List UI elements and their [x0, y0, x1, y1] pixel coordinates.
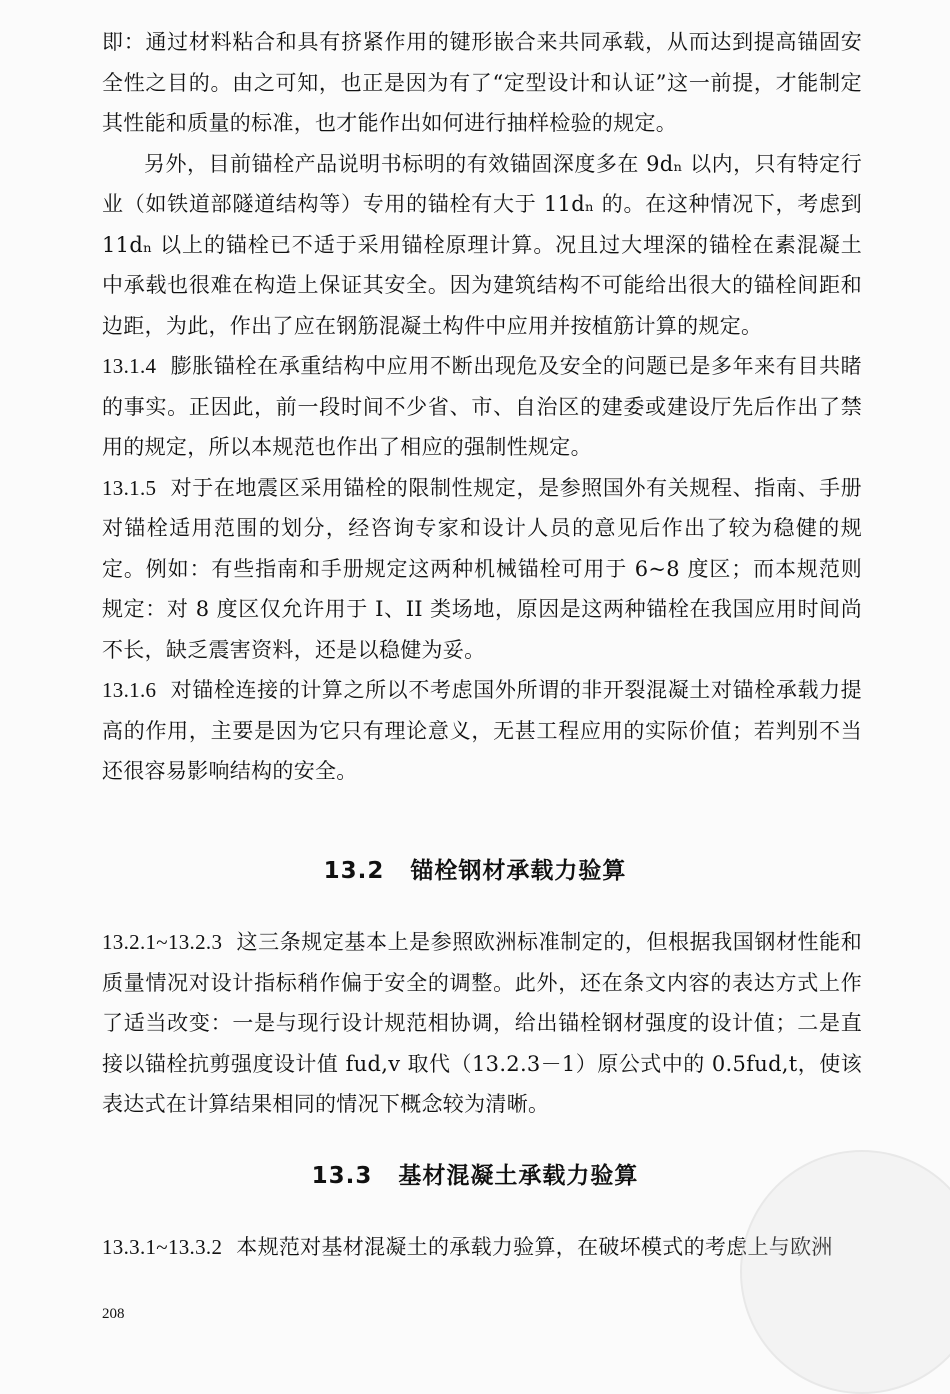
clause-number: 13.1.5 [102, 475, 157, 500]
clause-number: 13.2.1~13.2.3 [102, 930, 223, 954]
section-number: 13.2 [323, 858, 385, 884]
clause-13-1-6 [102, 670, 862, 792]
clause-text: 对锚栓连接的计算之所以不考虑国外所谓的非开裂混凝土对锚栓承载力提高的作用，主要是因为它只有理论意义，无甚工程应用的实际价值；若判别不当还很容易影响结构的安全。 [102, 678, 862, 783]
clause-text: 对于在地震区采用锚栓的限制性规定，是参照国外有关规程、指南、手册对锚栓适用范围的划分，经咨询专家和设计人员的意见后作出了较为稳健的规定。例如：有些指南和手册规定这两种机械锚栓可用于 6~8 度区；而本规范则规定：对 8 度区仅允许用于 I、II 类场地，原因是这两种锚栓在我国应用时间尚不长，缺乏震害资料，还是以稳健为妥。 [102, 475, 862, 662]
clause-text: 本规范对基材混凝土的承载力验算，在破坏模式的考虑上与欧洲 [236, 1235, 833, 1259]
clause-number: 13.3.1~13.3.2 [102, 1235, 223, 1259]
clause-13-1-4 [102, 346, 862, 468]
clause-number: 13.1.4 [102, 354, 157, 378]
section-number: 13.3 [311, 1163, 373, 1189]
clause-13-2-1-to-13-2-3 [102, 922, 862, 1125]
section-heading-13-2 [0, 852, 950, 885]
clause-number: 13.1.6 [102, 678, 157, 702]
paragraph-anchor-depth [102, 144, 862, 347]
clause-text: 这三条规定基本上是参照欧洲标准制定的，但根据我国钢材性能和质量情况对设计指标稍作偏于安全的调整。此外，还在条文内容的表达方式上作了适当改变：一是与现行设计规范相协调，给出锚栓钢材强度的设计值；二是直接以锚栓抗剪强度设计值 fud,v 取代（13.2.3－1）原公式中的 0.5fud,t，使该表达式在计算结果相同的情况下概念较为清晰。 [102, 930, 862, 1116]
body-section-13-2 [102, 922, 862, 1125]
body-section-13-1 [102, 22, 862, 792]
paragraph-continuation [102, 22, 862, 144]
clause-text: 膨胀锚栓在承重结构中应用不断出现危及安全的问题已是多年来有目共睹的事实。正因此，前一段时间不少省、市、自治区的建委或建设厅先后作出了禁用的规定，所以本规范也作出了相应的强制性规定。 [102, 354, 862, 459]
section-title: 基材混凝土承载力验算 [398, 1163, 639, 1189]
paragraph-text: 即：通过材料粘合和具有挤紧作用的键形嵌合来共同承载，从而达到提高锚固安全性之目的。由之可知，也正是因为有了“定型设计和认证”这一前提，才能制定其性能和质量的标准，也才能作出如何进行抽样检验的规定。 [102, 30, 862, 135]
clause-13-1-5 [102, 468, 862, 671]
page-number: 208 [102, 1306, 125, 1322]
section-title: 锚栓钢材承载力验算 [410, 858, 627, 884]
paragraph-text: 另外，目前锚栓产品说明书标明的有效锚固深度多在 9dₙ 以内，只有特定行业（如铁道部隧道结构等）专用的锚栓有大于 11dₙ 的。在这种情况下，考虑到 11dₙ 以上的锚栓已不适于采用锚栓原理计算。况且过大埋深的锚栓在素混凝土中承载也很难在构造上保证其安全。因为建筑结构不可能给出很大的锚栓间距和边距，为此，作出了应在钢筋混凝土构件中应用并按植筋计算的规定。 [102, 151, 862, 338]
